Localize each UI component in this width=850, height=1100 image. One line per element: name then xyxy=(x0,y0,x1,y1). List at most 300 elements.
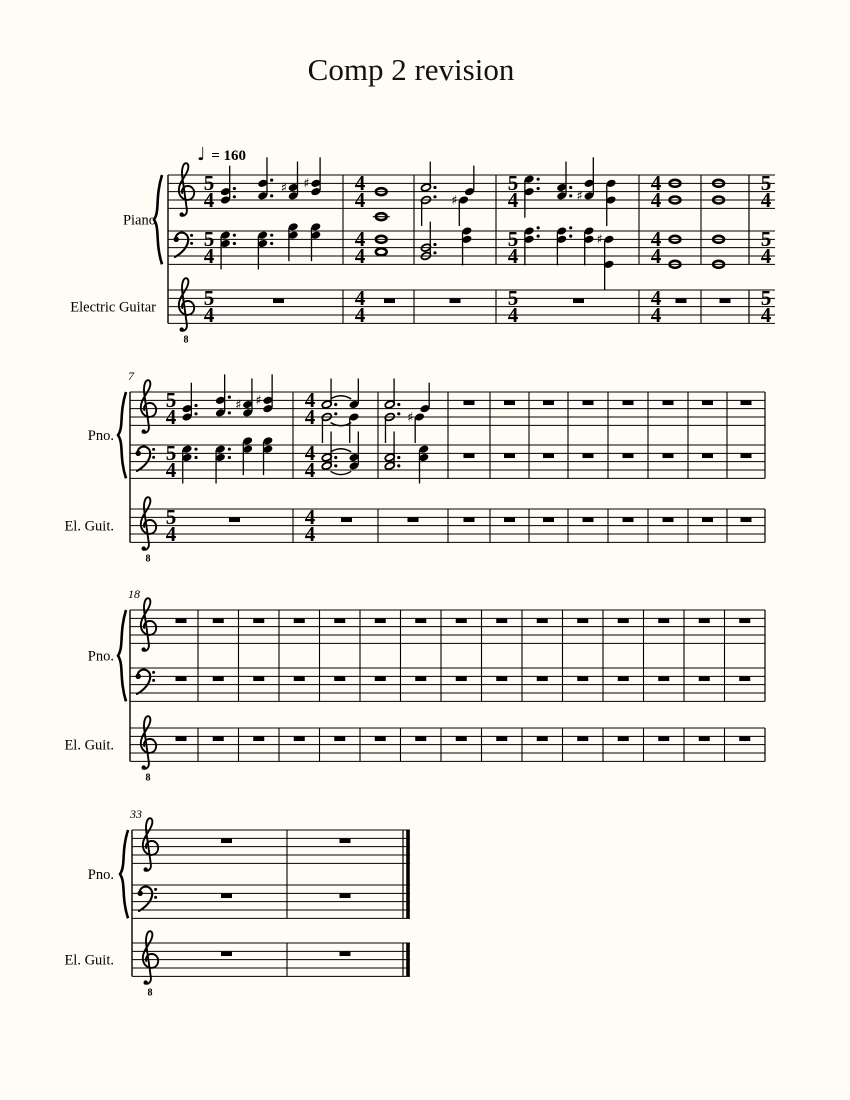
electric-guitar-label: El. Guit. xyxy=(64,518,114,535)
time-sig-denominator: 4 xyxy=(203,244,215,269)
piano-label: Pno. xyxy=(87,867,114,884)
augmentation-dot xyxy=(433,195,436,198)
whole-notehead xyxy=(376,248,387,255)
augmentation-dot xyxy=(228,411,231,414)
whole-rest xyxy=(543,518,554,522)
measure-32 xyxy=(739,619,750,741)
time-sig-numerator: 5 xyxy=(203,227,215,251)
whole-rest xyxy=(573,299,584,303)
time-sig-denominator: 4 xyxy=(203,303,215,328)
time-sig-numerator: 5 xyxy=(507,227,519,251)
whole-rest xyxy=(577,619,588,623)
time-sig-denominator: 4 xyxy=(760,244,772,269)
whole-rest xyxy=(294,677,305,681)
augmentation-dot xyxy=(433,186,436,189)
augmentation-dot xyxy=(233,195,236,198)
whole-rest xyxy=(253,619,264,623)
augmentation-dot xyxy=(228,448,231,451)
octave-8-label: 8 xyxy=(183,334,189,346)
time-sig-denominator: 4 xyxy=(650,303,662,328)
time-sig-numerator: 4 xyxy=(650,171,662,195)
time-sig-numerator: 5 xyxy=(165,441,177,465)
whole-rest xyxy=(623,518,634,522)
measure-1 xyxy=(204,157,322,327)
whole-rest xyxy=(340,952,351,956)
note-chord xyxy=(419,383,430,414)
time-sig-denominator: 4 xyxy=(165,405,177,430)
note-chord xyxy=(255,374,273,413)
augmentation-dot xyxy=(334,403,337,406)
staff-lines xyxy=(132,830,410,863)
note-chord xyxy=(220,166,236,205)
time-sig-denominator: 4 xyxy=(354,188,366,213)
augmentation-dot xyxy=(537,235,540,238)
measure-4 xyxy=(508,157,617,327)
measure-number: 7 xyxy=(128,369,134,383)
staff-lines xyxy=(168,290,775,323)
measure-33 xyxy=(221,839,232,956)
whole-rest xyxy=(464,454,475,458)
note-chord xyxy=(384,378,400,409)
whole-rest xyxy=(537,677,548,681)
measure-27 xyxy=(537,619,548,741)
augmentation-dot xyxy=(537,226,540,229)
augmentation-dot xyxy=(270,179,273,182)
augmentation-dot xyxy=(433,251,436,254)
time-sig-denominator: 4 xyxy=(507,303,519,328)
note-chord xyxy=(262,436,273,475)
final-barline-thick xyxy=(406,830,410,918)
augmentation-dot xyxy=(233,187,236,190)
note-chord xyxy=(181,383,197,422)
augmentation-dot xyxy=(270,234,273,237)
whole-rest xyxy=(456,677,467,681)
sharp-accidental: ♯ xyxy=(596,232,603,248)
whole-rest xyxy=(658,677,669,681)
note-chord xyxy=(464,166,475,197)
time-signature xyxy=(166,441,177,482)
measure-5 xyxy=(651,171,687,327)
tie xyxy=(331,449,352,452)
augmentation-dot xyxy=(334,456,337,459)
note-chord xyxy=(556,161,572,200)
electric-guitar-label: El. Guit. xyxy=(64,737,114,754)
time-signature xyxy=(651,171,662,212)
note-chord xyxy=(310,222,321,261)
whole-rest xyxy=(375,677,386,681)
time-sig-numerator: 5 xyxy=(165,505,177,529)
staff-lines xyxy=(130,668,765,701)
bass-clef-icon xyxy=(138,887,158,911)
measure-29 xyxy=(618,619,629,741)
augmentation-dot xyxy=(537,187,540,190)
augmentation-dot xyxy=(397,403,400,406)
system-1 xyxy=(70,157,775,345)
note-chord xyxy=(418,444,429,483)
whole-rest xyxy=(663,401,674,405)
note-chord xyxy=(577,157,595,204)
time-sig-numerator: 5 xyxy=(760,171,772,195)
time-signature xyxy=(166,388,177,429)
octave-8-label: 8 xyxy=(145,553,151,565)
sharp-accidental: ♯ xyxy=(576,189,583,205)
time-signature xyxy=(204,227,215,268)
time-signature xyxy=(508,286,519,327)
time-sig-denominator: 4 xyxy=(354,303,366,328)
staff-lines xyxy=(130,610,765,643)
note-chord xyxy=(303,157,321,196)
whole-rest xyxy=(618,619,629,623)
time-sig-denominator: 4 xyxy=(304,405,316,430)
time-signature xyxy=(305,441,316,482)
whole-note-chord xyxy=(373,188,390,220)
time-sig-numerator: 5 xyxy=(760,286,772,310)
whole-rest xyxy=(583,401,594,405)
whole-rest xyxy=(221,894,232,898)
octave-8-label: 8 xyxy=(147,987,153,999)
note-chord xyxy=(605,179,616,226)
sharp-accidental: ♯ xyxy=(280,180,287,196)
time-sig-denominator: 4 xyxy=(760,188,772,213)
whole-rest xyxy=(456,619,467,623)
piano-label: Pno. xyxy=(87,648,114,665)
whole-rest xyxy=(450,299,461,303)
whole-rest xyxy=(334,737,345,741)
score-title: Comp 2 revision xyxy=(307,52,515,87)
whole-rest xyxy=(340,894,351,898)
whole-note-chord xyxy=(670,236,681,268)
time-signature xyxy=(355,227,366,268)
whole-rest xyxy=(702,518,713,522)
time-sig-numerator: 5 xyxy=(760,227,772,251)
whole-rest xyxy=(176,737,187,741)
time-signature xyxy=(651,227,662,268)
sharp-accidental: ♯ xyxy=(235,397,242,413)
note-chord xyxy=(461,226,472,265)
whole-rest xyxy=(496,619,507,623)
measure-number: 33 xyxy=(130,807,142,821)
augmentation-dot xyxy=(537,178,540,181)
time-sig-denominator: 4 xyxy=(507,188,519,213)
piano-brace xyxy=(118,392,126,478)
note-chord xyxy=(220,230,236,269)
time-sig-numerator: 4 xyxy=(650,286,662,310)
tie xyxy=(331,471,352,474)
treble-clef-8-icon xyxy=(143,931,158,998)
piano-label: Pno. xyxy=(87,428,114,445)
measure-6 xyxy=(713,180,730,303)
whole-rest xyxy=(577,677,588,681)
note-chord xyxy=(420,222,436,261)
bass-clef-icon xyxy=(136,670,156,694)
whole-rest xyxy=(340,839,351,843)
time-signature xyxy=(305,505,316,546)
augmentation-dot xyxy=(569,194,572,197)
whole-rest xyxy=(537,619,548,623)
note-chord xyxy=(451,193,469,226)
augmentation-dot xyxy=(194,448,197,451)
time-sig-denominator: 4 xyxy=(203,188,215,213)
whole-rest xyxy=(464,401,475,405)
tie xyxy=(331,396,352,399)
note-chord xyxy=(321,378,337,409)
whole-rest xyxy=(294,619,305,623)
whole-note-chord xyxy=(376,236,387,255)
time-sig-numerator: 5 xyxy=(165,388,177,412)
whole-rest xyxy=(229,518,240,522)
sharp-accidental: ♯ xyxy=(255,393,262,409)
whole-rest xyxy=(415,677,426,681)
augmentation-dot xyxy=(569,226,572,229)
measure-8 xyxy=(305,378,360,546)
time-sig-denominator: 4 xyxy=(507,244,519,269)
whole-rest xyxy=(213,619,224,623)
whole-rest xyxy=(334,677,345,681)
whole-rest xyxy=(537,737,548,741)
time-sig-numerator: 5 xyxy=(507,171,519,195)
tempo-text: = 160 xyxy=(211,148,247,164)
piano-brace xyxy=(120,830,128,918)
time-signature xyxy=(305,388,316,429)
sharp-accidental: ♯ xyxy=(303,176,310,192)
whole-rest xyxy=(496,677,507,681)
time-sig-numerator: 4 xyxy=(304,388,316,412)
augmentation-dot xyxy=(194,412,197,415)
bass-clef-icon xyxy=(174,233,194,257)
time-sig-denominator: 4 xyxy=(304,522,316,547)
measure-number: 18 xyxy=(128,587,140,601)
whole-rest xyxy=(583,454,594,458)
note-chord xyxy=(384,431,400,470)
note-chord xyxy=(524,174,540,217)
whole-rest xyxy=(375,737,386,741)
sharp-accidental: ♯ xyxy=(406,410,414,426)
whole-rest xyxy=(213,737,224,741)
whole-rest xyxy=(741,454,752,458)
whole-rest xyxy=(618,677,629,681)
whole-rest xyxy=(741,401,752,405)
augmentation-dot xyxy=(194,404,197,407)
whole-rest xyxy=(702,454,713,458)
measure-24 xyxy=(415,619,426,741)
augmentation-dot xyxy=(228,396,231,399)
measure-18 xyxy=(176,619,187,741)
whole-rest xyxy=(408,518,419,522)
whole-rest xyxy=(618,737,629,741)
whole-note-chord xyxy=(713,236,724,268)
note-chord xyxy=(257,230,273,269)
whole-rest xyxy=(504,401,515,405)
system-3 xyxy=(64,587,765,784)
note-chord xyxy=(556,226,572,265)
whole-rest xyxy=(663,454,674,458)
augmentation-dot xyxy=(233,234,236,237)
electric-guitar-label: El. Guit. xyxy=(64,952,114,969)
note-chord xyxy=(215,374,231,417)
whole-rest xyxy=(739,737,750,741)
whole-rest xyxy=(504,454,515,458)
whole-rest xyxy=(699,677,710,681)
time-sig-numerator: 4 xyxy=(304,441,316,465)
whole-rest xyxy=(720,299,731,303)
whole-rest xyxy=(543,401,554,405)
measure-25 xyxy=(456,619,467,741)
whole-rest xyxy=(334,619,345,623)
whole-rest xyxy=(415,619,426,623)
whole-rest xyxy=(273,299,284,303)
treble-clef-8-icon xyxy=(141,497,156,564)
augmentation-dot xyxy=(433,243,436,246)
time-signature xyxy=(761,286,772,327)
whole-rest xyxy=(663,518,674,522)
note-chord xyxy=(407,410,425,443)
note-chord xyxy=(281,161,299,200)
whole-rest xyxy=(176,619,187,623)
whole-rest xyxy=(739,677,750,681)
instrument-labels xyxy=(70,213,156,316)
time-signature xyxy=(508,227,519,268)
staff-lines xyxy=(130,728,765,761)
measure-23 xyxy=(375,619,386,741)
time-signature xyxy=(651,286,662,327)
augmentation-dot xyxy=(334,464,337,467)
whole-rest xyxy=(658,619,669,623)
measure-20 xyxy=(253,619,264,741)
whole-rest xyxy=(294,737,305,741)
time-signature xyxy=(204,286,215,327)
whole-rest xyxy=(456,737,467,741)
treble-clef-8-icon xyxy=(141,716,156,783)
whole-rest xyxy=(583,518,594,522)
measure-30 xyxy=(658,619,669,741)
time-sig-denominator: 4 xyxy=(304,458,316,483)
time-sig-denominator: 4 xyxy=(650,188,662,213)
whole-rest xyxy=(702,401,713,405)
whole-rest xyxy=(221,839,232,843)
time-sig-denominator: 4 xyxy=(760,303,772,328)
whole-rest xyxy=(699,619,710,623)
note-chord xyxy=(242,436,253,475)
measure-21 xyxy=(294,619,305,741)
electric-guitar-label: Electric Guitar xyxy=(70,299,156,316)
staff-lines xyxy=(132,885,410,918)
whole-rest xyxy=(464,518,475,522)
whole-rest xyxy=(253,737,264,741)
sharp-accidental: ♯ xyxy=(451,193,458,209)
time-sig-denominator: 4 xyxy=(354,244,366,269)
augmentation-dot xyxy=(334,412,337,415)
measure-19 xyxy=(213,619,224,741)
note-chord xyxy=(596,233,614,291)
whole-rest xyxy=(213,677,224,681)
augmentation-dot xyxy=(397,456,400,459)
time-sig-denominator: 4 xyxy=(650,244,662,269)
time-sig-numerator: 4 xyxy=(354,286,366,310)
augmentation-dot xyxy=(270,242,273,245)
time-signature xyxy=(355,286,366,327)
piano-label: Piano xyxy=(122,212,156,229)
instrument-labels xyxy=(64,428,114,534)
octave-8-label: 8 xyxy=(145,772,151,784)
augmentation-dot xyxy=(228,456,231,459)
instrument-labels xyxy=(64,649,114,754)
note-chord xyxy=(235,378,253,417)
time-sig-denominator: 4 xyxy=(165,522,177,547)
whole-rest xyxy=(577,737,588,741)
time-sig-numerator: 4 xyxy=(354,227,366,251)
time-sig-numerator: 4 xyxy=(304,505,316,529)
time-signature xyxy=(355,171,366,212)
whole-rest xyxy=(176,677,187,681)
note-chord xyxy=(348,378,359,409)
time-signature xyxy=(204,171,215,212)
note-chord xyxy=(257,157,273,200)
whole-rest xyxy=(253,677,264,681)
whole-rest xyxy=(384,299,395,303)
whole-rest xyxy=(658,737,669,741)
time-sig-numerator: 5 xyxy=(203,286,215,310)
augmentation-dot xyxy=(397,464,400,467)
time-sig-denominator: 4 xyxy=(165,458,177,483)
measure-31 xyxy=(699,619,710,741)
measure-2 xyxy=(355,171,395,327)
whole-rest xyxy=(699,737,710,741)
system-2 xyxy=(64,369,765,565)
whole-rest xyxy=(221,952,232,956)
final-barline-thick xyxy=(406,943,410,976)
whole-rest xyxy=(739,619,750,623)
augmentation-dot xyxy=(397,412,400,415)
time-signature xyxy=(761,171,772,212)
system-4 xyxy=(64,807,410,999)
measure-28 xyxy=(577,619,588,741)
note-chord xyxy=(181,444,197,483)
augmentation-dot xyxy=(270,194,273,197)
time-sig-numerator: 5 xyxy=(507,286,519,310)
whole-rest xyxy=(623,454,634,458)
whole-rest xyxy=(375,619,386,623)
time-signature xyxy=(508,171,519,212)
note-chord xyxy=(420,161,436,192)
whole-rest xyxy=(741,518,752,522)
time-sig-numerator: 4 xyxy=(354,171,366,195)
augmentation-dot xyxy=(233,242,236,245)
augmentation-dot xyxy=(194,456,197,459)
augmentation-dot xyxy=(569,186,572,189)
whole-rest xyxy=(415,737,426,741)
augmentation-dot xyxy=(569,235,572,238)
treble-clef-8-icon xyxy=(179,278,194,345)
time-signature xyxy=(761,227,772,268)
instrument-labels xyxy=(64,867,114,969)
whole-rest xyxy=(341,518,352,522)
note-chord xyxy=(288,222,299,261)
whole-rest xyxy=(676,299,687,303)
note-chord xyxy=(524,226,540,265)
measure-22 xyxy=(334,619,345,741)
note-chord xyxy=(583,226,594,265)
measure-34 xyxy=(340,839,351,956)
whole-rest xyxy=(543,454,554,458)
time-sig-numerator: 5 xyxy=(203,171,215,195)
staff-lines xyxy=(132,943,410,976)
piano-brace xyxy=(118,610,126,701)
quarter-note-icon: ♩ xyxy=(197,144,206,165)
whole-rest xyxy=(496,737,507,741)
whole-rest xyxy=(623,401,634,405)
measure-3 xyxy=(420,161,475,303)
time-sig-numerator: 4 xyxy=(650,227,662,251)
